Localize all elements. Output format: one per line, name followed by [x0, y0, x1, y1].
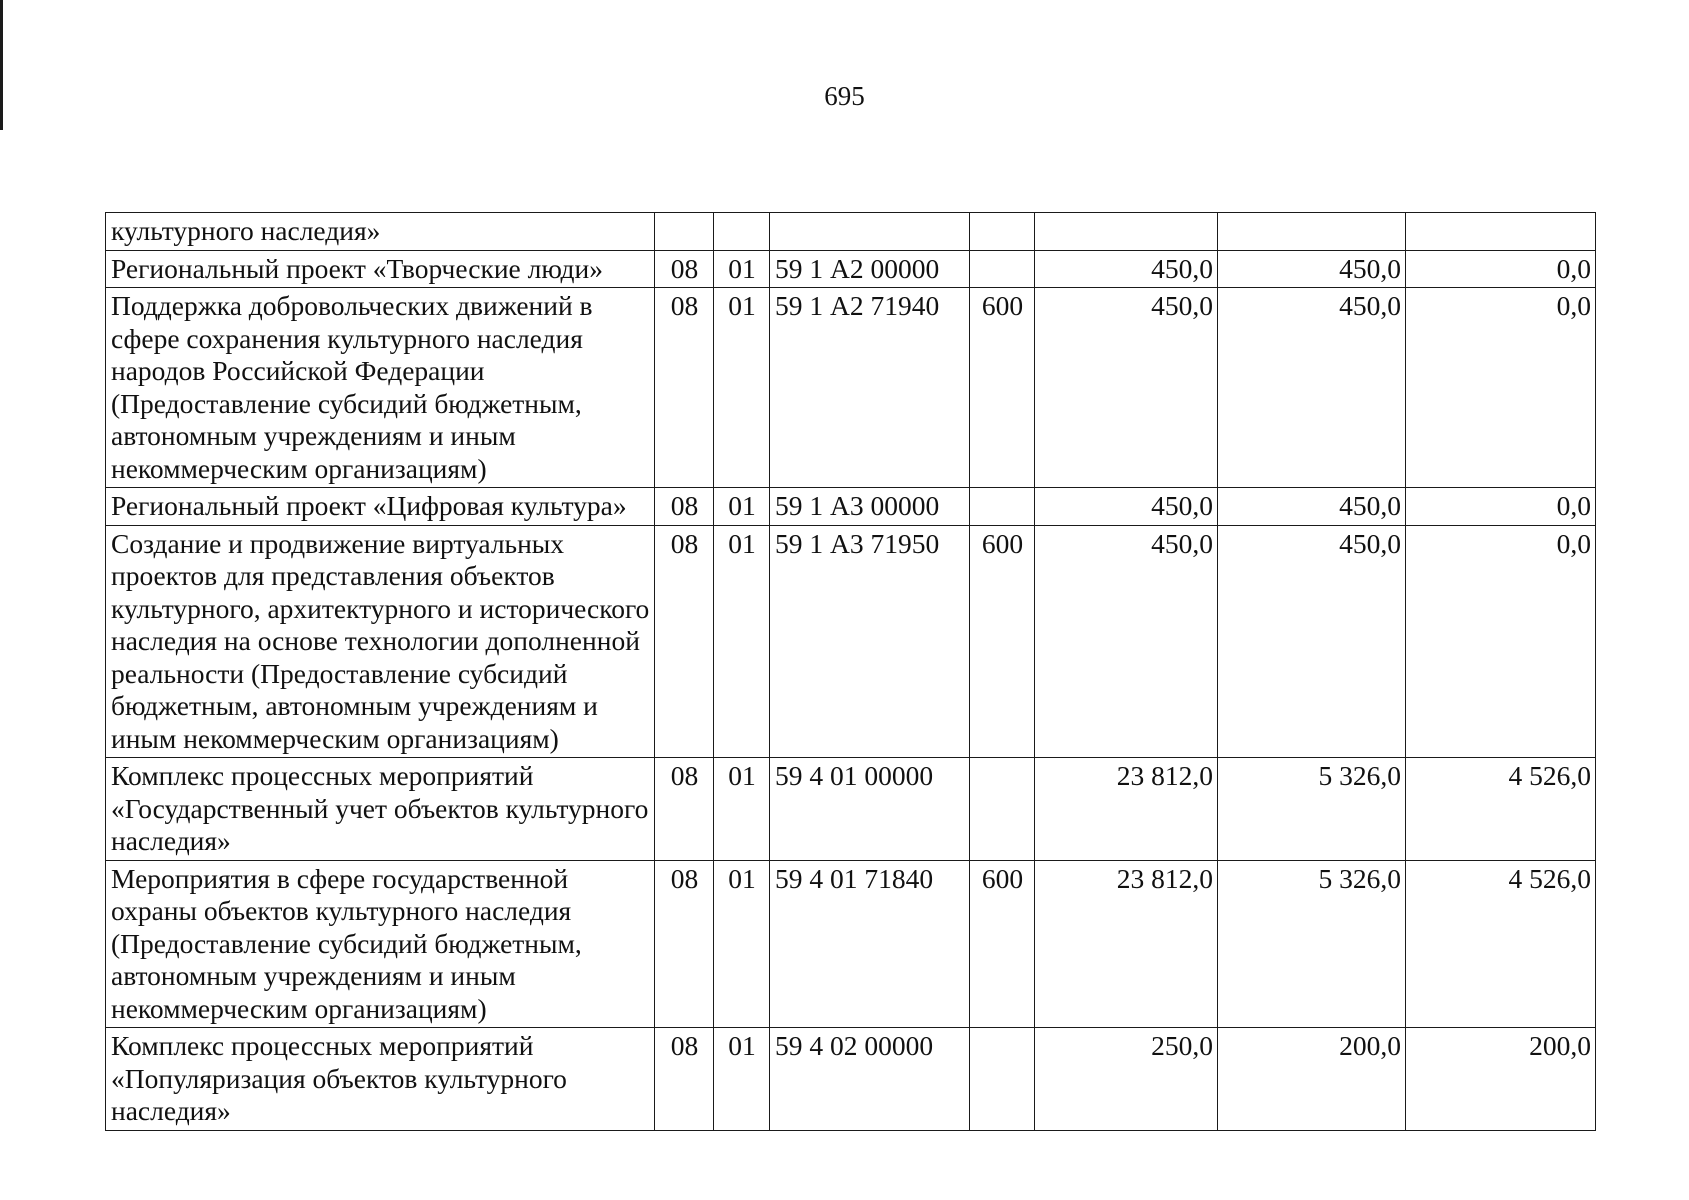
amount-year1-cell: 450,0 — [1035, 525, 1218, 758]
amount-year3-cell — [1406, 213, 1596, 251]
section-cell: 08 — [655, 288, 714, 488]
section-cell: 08 — [655, 860, 714, 1028]
amount-year1-cell: 450,0 — [1035, 250, 1218, 288]
amount-year3-cell: 0,0 — [1406, 250, 1596, 288]
subsection-cell: 01 — [714, 860, 770, 1028]
amount-year3-cell: 0,0 — [1406, 288, 1596, 488]
expense-type-cell — [970, 1028, 1035, 1131]
expense-type-cell: 600 — [970, 860, 1035, 1028]
row-name: Комплекс процессных мероприятий «Популяризация объектов культурного наследия» — [106, 1028, 655, 1131]
subsection-cell: 01 — [714, 488, 770, 526]
section-cell — [655, 213, 714, 251]
row-name: Региональный проект «Творческие люди» — [106, 250, 655, 288]
table-row — [106, 213, 1596, 251]
amount-year1-cell: 23 812,0 — [1035, 758, 1218, 861]
table-row — [106, 488, 1596, 526]
subsection-cell — [714, 213, 770, 251]
amount-year2-cell: 450,0 — [1218, 250, 1406, 288]
expense-type-cell — [970, 250, 1035, 288]
subsection-cell: 01 — [714, 250, 770, 288]
row-name: Поддержка добровольческих движений в сфере сохранения культурного наследия народов Российской Федерации (Предоставление субсидий бюджетным, автономным учреждениям и иным некоммерческим организациям) — [106, 288, 655, 488]
target-article-cell: 59 1 А2 00000 — [770, 250, 970, 288]
subsection-cell: 01 — [714, 1028, 770, 1131]
subsection-cell: 01 — [714, 758, 770, 861]
section-cell: 08 — [655, 488, 714, 526]
subsection-cell: 01 — [714, 288, 770, 488]
expense-type-cell — [970, 488, 1035, 526]
target-article-cell: 59 1 А2 71940 — [770, 288, 970, 488]
table-row — [106, 288, 1596, 488]
row-name: Комплекс процессных мероприятий «Государственный учет объектов культурного наследия» — [106, 758, 655, 861]
amount-year1-cell: 450,0 — [1035, 488, 1218, 526]
target-article-cell: 59 4 01 00000 — [770, 758, 970, 861]
target-article-cell: 59 1 А3 00000 — [770, 488, 970, 526]
target-article-cell — [770, 213, 970, 251]
amount-year1-cell: 450,0 — [1035, 288, 1218, 488]
amount-year1-cell: 250,0 — [1035, 1028, 1218, 1131]
amount-year2-cell: 5 326,0 — [1218, 860, 1406, 1028]
expense-type-cell: 600 — [970, 288, 1035, 488]
amount-year3-cell: 4 526,0 — [1406, 758, 1596, 861]
expense-type-cell — [970, 213, 1035, 251]
amount-year3-cell: 0,0 — [1406, 525, 1596, 758]
expense-type-cell: 600 — [970, 525, 1035, 758]
row-name: культурного наследия» — [106, 213, 655, 251]
table-row — [106, 860, 1596, 1028]
section-cell: 08 — [655, 525, 714, 758]
table-row — [106, 525, 1596, 758]
row-name: Региональный проект «Цифровая культура» — [106, 488, 655, 526]
amount-year2-cell: 450,0 — [1218, 288, 1406, 488]
amount-year3-cell: 4 526,0 — [1406, 860, 1596, 1028]
amount-year2-cell: 200,0 — [1218, 1028, 1406, 1131]
subsection-cell: 01 — [714, 525, 770, 758]
section-cell: 08 — [655, 1028, 714, 1131]
target-article-cell: 59 4 02 00000 — [770, 1028, 970, 1131]
table-row — [106, 250, 1596, 288]
target-article-cell: 59 1 А3 71950 — [770, 525, 970, 758]
page-number: 695 — [824, 81, 865, 111]
amount-year2-cell: 450,0 — [1218, 525, 1406, 758]
table-row — [106, 758, 1596, 861]
amount-year1-cell: 23 812,0 — [1035, 860, 1218, 1028]
expense-type-cell — [970, 758, 1035, 861]
table-row — [106, 1028, 1596, 1131]
amount-year1-cell — [1035, 213, 1218, 251]
target-article-cell: 59 4 01 71840 — [770, 860, 970, 1028]
amount-year2-cell: 5 326,0 — [1218, 758, 1406, 861]
section-cell: 08 — [655, 758, 714, 861]
amount-year2-cell: 450,0 — [1218, 488, 1406, 526]
section-cell: 08 — [655, 250, 714, 288]
row-name: Мероприятия в сфере государственной охраны объектов культурного наследия (Предоставление субсидий бюджетным, автономным учреждениям и иным некоммерческим организациям) — [106, 860, 655, 1028]
amount-year3-cell: 0,0 — [1406, 488, 1596, 526]
amount-year2-cell — [1218, 213, 1406, 251]
budget-table — [105, 212, 1596, 1131]
amount-year3-cell: 200,0 — [1406, 1028, 1596, 1131]
row-name: Создание и продвижение виртуальных проектов для представления объектов культурного, архитектурного и исторического наследия на основе технологии дополненной реальности (Предоставление субсидий бюджетным, автономным учреждениям и иным некоммерческим организациям) — [106, 525, 655, 758]
